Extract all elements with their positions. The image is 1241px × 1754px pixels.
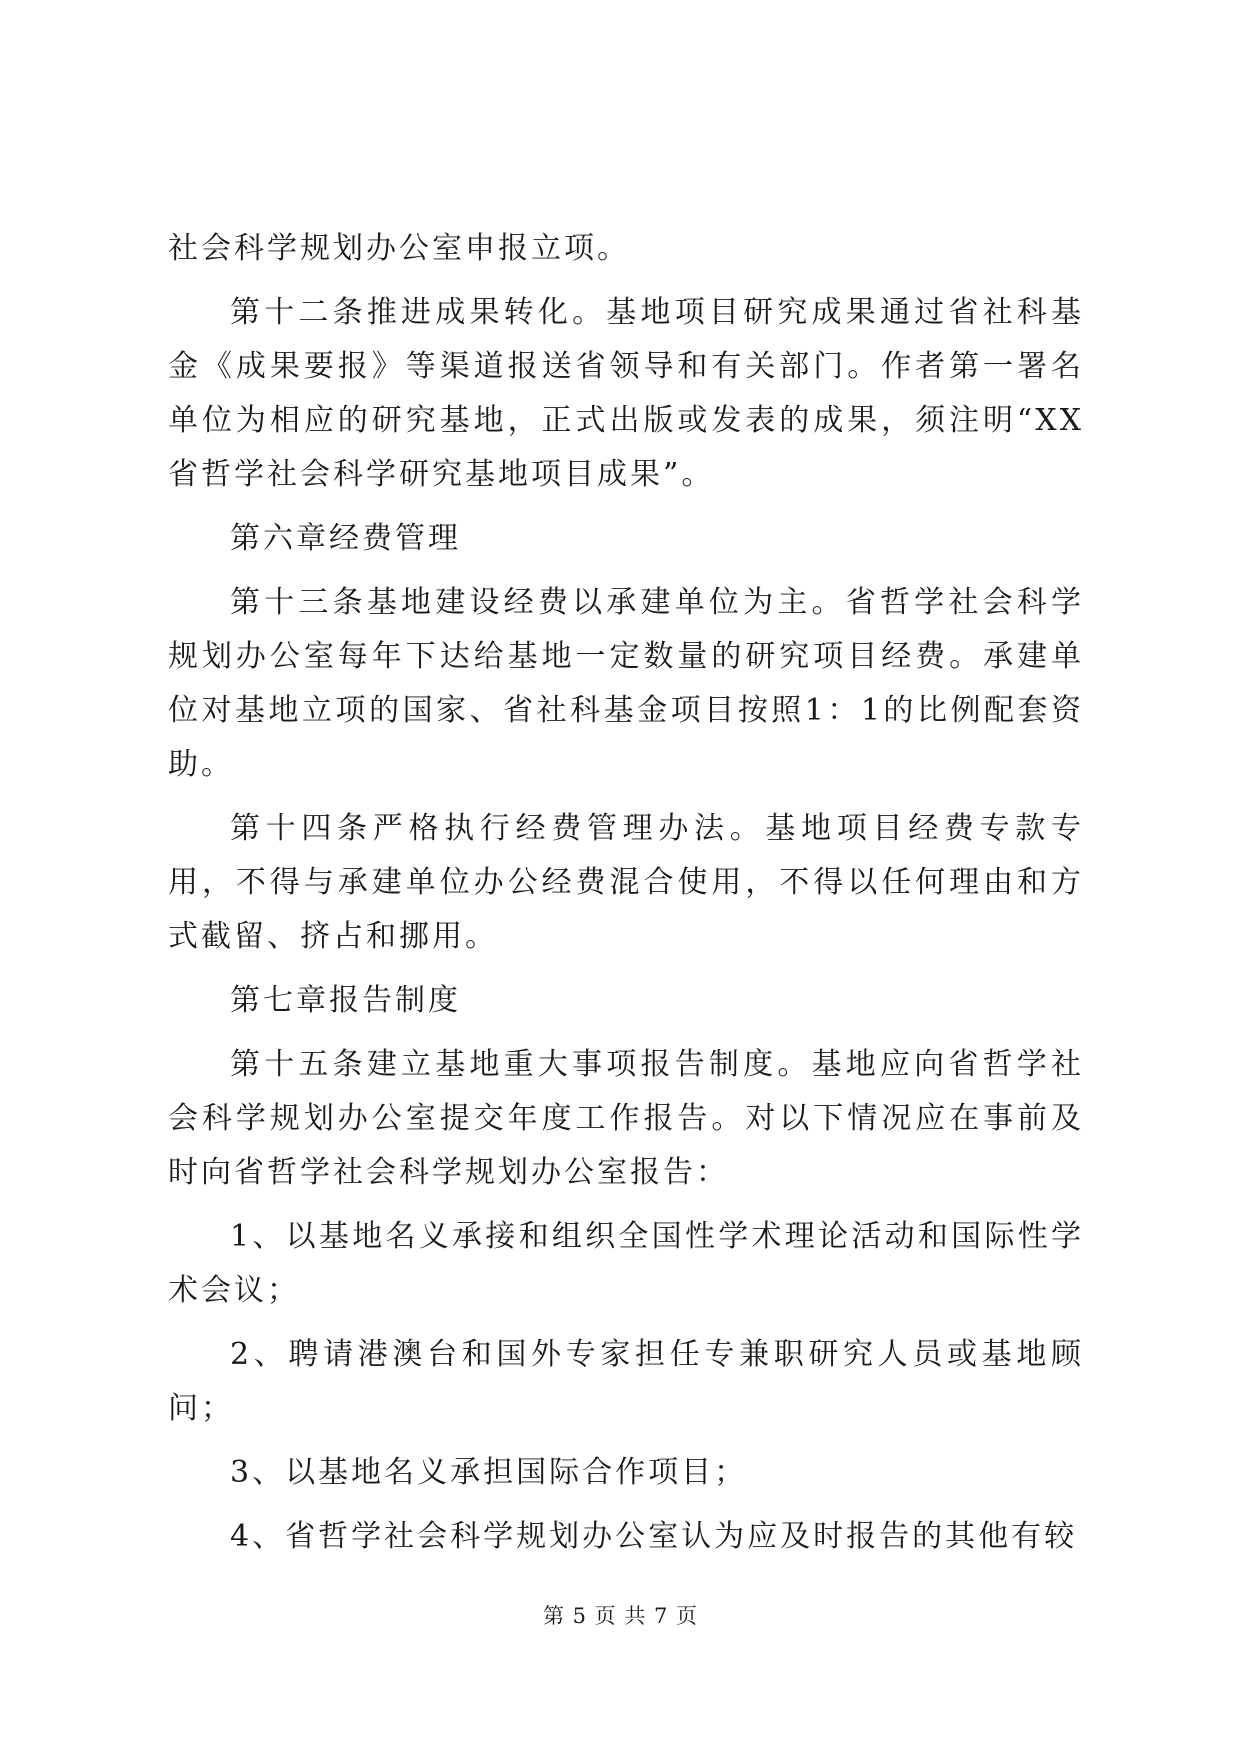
paragraph-article-13: 第十三条基地建设经费以承建单位为主。省哲学社会科学规划办公室每年下达给基地一定数量的研究项目经费。承建单位对基地立项的国家、省社科基金项目按照1：1的比例配套资助。 [168, 585, 1084, 782]
page-number-footer: 第 5 页 共 7 页 [542, 1604, 699, 1628]
document-body [168, 222, 1084, 1574]
paragraph-article-12: 第十二条推进成果转化。基地项目研究成果通过省社科基金《成果要报》等渠道报送省领导和有关部门。作者第一署名单位为相应的研究基地，正式出版或发表的成果，须注明“XX省哲学社会科学研究基地项目成果”。 [168, 295, 1084, 492]
paragraph-article-15: 第十五条建立基地重大事项报告制度。基地应向省哲学社会科学规划办公室提交年度工作报告。对以下情况应在事前及时向省哲学社会科学规划办公室报告： [168, 1047, 1084, 1190]
chapter-heading-7: 第七章报告制度 [230, 983, 461, 1018]
list-item-1: 1、以基地名义承接和组织全国性学术理论活动和国际性学术会议； [168, 1219, 1084, 1308]
list-item-4: 4、省哲学社会科学规划办公室认为应及时报告的其他有较 [230, 1519, 1078, 1554]
chapter-heading-6: 第六章经费管理 [230, 521, 461, 556]
paragraph-article-14: 第十四条严格执行经费管理办法。基地项目经费专款专用，不得与承建单位办公经费混合使用，不得以任何理由和方式截留、挤占和挪用。 [168, 811, 1084, 954]
list-item-2: 2、聘请港澳台和国外专家担任专兼职研究人员或基地顾问； [168, 1337, 1084, 1426]
list-item-3: 3、以基地名义承担国际合作项目； [230, 1455, 748, 1490]
paragraph-1: 社会科学规划办公室申报立项。 [168, 231, 630, 266]
